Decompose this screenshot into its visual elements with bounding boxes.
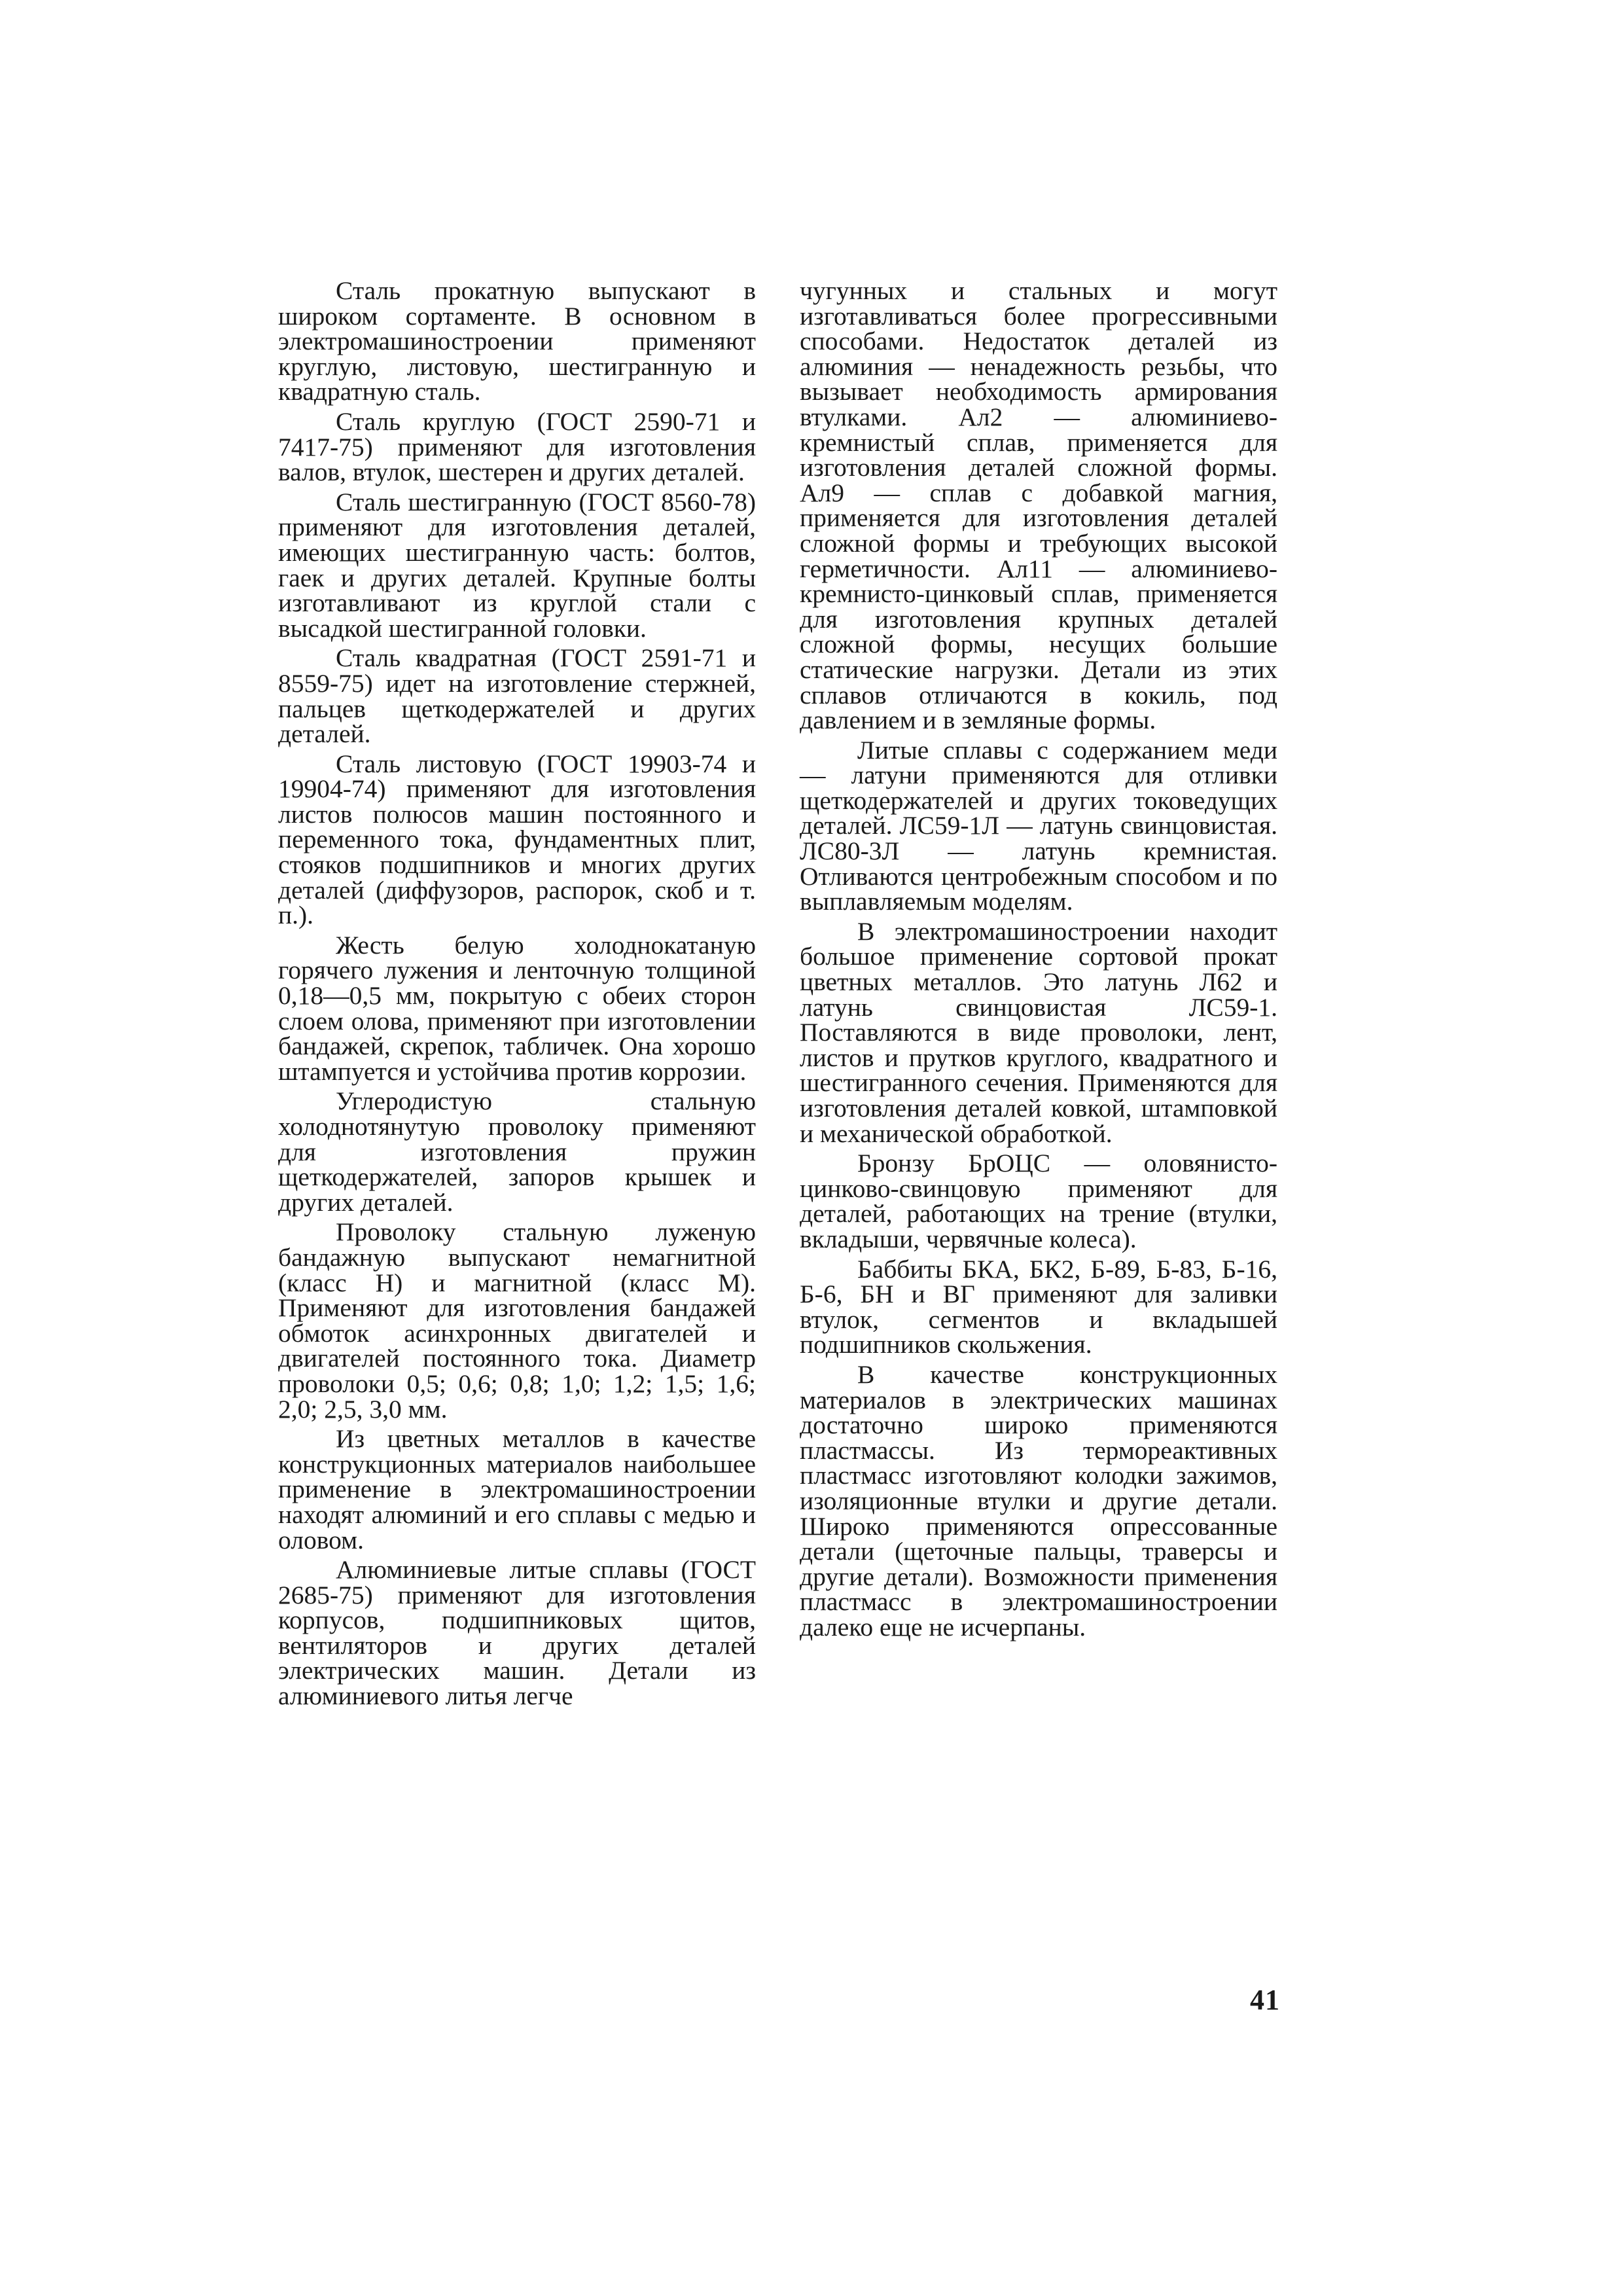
paragraph-sheet-steel: Сталь листовую (ГОСТ 19903-74 и 19904-74) применяют для изготовления листов полюсов машин постоянного и переменного тока, фундаментных плит, стояков подшипников и многих других деталей (диффузоров, распорок, скоб и т. п.). [278, 749, 756, 930]
left-column [278, 278, 756, 1713]
paragraph-babbitts: Баббиты БКА, БК2, Б-89, Б-83, Б-16, Б-6, БН и ВГ применяют для заливки втулок, сегментов и вкладышей подшипников скольжения. [800, 1254, 1277, 1359]
right-column [800, 278, 1277, 1644]
paragraph-tinplate: Жесть белую холоднокатаную горячего лужения и ленточную толщиной 0,18—0,5 мм, покрытую с обеих сторон слоем олова, применяют при изготовлении бандажей, скрепок, табличек. Она хорошо штампуется и устойчива против коррозии. [278, 930, 756, 1086]
paragraph-rolled-steel: Сталь прокатную выпускают в широком сортаменте. В основном в электромашиностроении применяют круглую, листовую, шестигранную и квадратную сталь. [278, 276, 756, 406]
paragraph-aluminium-continued: чугунных и стальных и могут изготавливаться более прогрессивными способами. Недостаток деталей из алюминия — ненадежность резьбы, что вызывает необходимость армирования втулками. Ал2 — алюминиево-кремнистый сплав, применяется для изготовления деталей сложной формы. Ал9 — сплав с добавкой магния, применяется для изготовления деталей сложной формы и требующих высокой герметичности. Ал11 — алюминиево-кремнисто-цинковый сплав, применяется для изготовления крупных деталей сложной формы, несущих большие статические нагрузки. Детали из этих сплавов отличаются в кокиль, под давлением и в земляные формы. [800, 276, 1277, 735]
paragraph-nonferrous-metals: Из цветных металлов в качестве конструкционных материалов наибольшее применение в электромашиностроении находят алюминий и его сплавы с медью и оловом. [278, 1424, 756, 1554]
paragraph-plastics: В качестве конструкционных материалов в электрических машинах достаточно широко применяются пластмассы. Из термореактивных пластмасс изготовляют колодки зажимов, изоляционные втулки и другие детали. Широко применяются опрессованные детали (щеточные пальцы, траверсы и другие детали). Возможности применения пластмасс в электромашиностроении далеко еще не исчерпаны. [800, 1359, 1277, 1641]
paragraph-aluminium-alloys: Алюминиевые литые сплавы (ГОСТ 2685-75) применяют для изготовления корпусов, подшипниковых щитов, вентиляторов и других деталей электрических машин. Детали из алюминиевого литья легче [278, 1555, 756, 1711]
paragraph-rolled-nonferrous: В электромашиностроении находит большое применение сортовой прокат цветных металлов. Это латунь Л62 и латунь свинцовистая ЛС59-1. Поставляются в виде проволоки, лент, листов и прутков круглого, квадратного и шестигранного сечения. Применяются для изготовления деталей ковкой, штамповкой и механической обработкой. [800, 916, 1277, 1148]
paragraph-hexagonal-steel: Сталь шестигранную (ГОСТ 8560-78) применяют для изготовления деталей, имеющих шестигранную часть: болтов, гаек и других деталей. Крупные болты изготавливают из круглой стали с высадкой шестигранной головки. [278, 487, 756, 643]
paragraph-carbon-wire: Углеродистую стальную холоднотянутую проволоку применяют для изготовления пружин щеткодержателей, запоров крышек и других деталей. [278, 1086, 756, 1217]
page-number: 41 [1250, 1984, 1280, 2016]
paragraph-bronze: Бронзу БрОЦС — оловянисто-цинково-свинцовую применяют для деталей, работающих на трение (втулки, вкладыши, червячные колеса). [800, 1149, 1277, 1253]
paragraph-cast-brass: Литые сплавы с содержанием меди — латуни применяются для отливки щеткодержателей и других токоведущих деталей. ЛС59-1Л — латунь свинцовистая. ЛС80-3Л — латунь кремнистая. Отливаются центробежным способом и по выплавляемым моделям. [800, 735, 1277, 916]
paragraph-round-steel: Сталь круглую (ГОСТ 2590-71 и 7417-75) применяют для изготовления валов, втулок, шестерен и других деталей. [278, 406, 756, 487]
paragraph-square-steel: Сталь квадратная (ГОСТ 2591-71 и 8559-75) идет на изготовление стержней, пальцев щеткодержателей и других деталей. [278, 643, 756, 749]
paragraph-banding-wire: Проволоку стальную луженую бандажную выпускают немагнитной (класс Н) и магнитной (класс М). Применяют для изготовления бандажей обмоток асинхронных двигателей и двигателей постоянного тока. Диаметр проволоки 0,5; 0,6; 0,8; 1,0; 1,2; 1,5; 1,6; 2,0; 2,5, 3,0 мм. [278, 1217, 756, 1424]
